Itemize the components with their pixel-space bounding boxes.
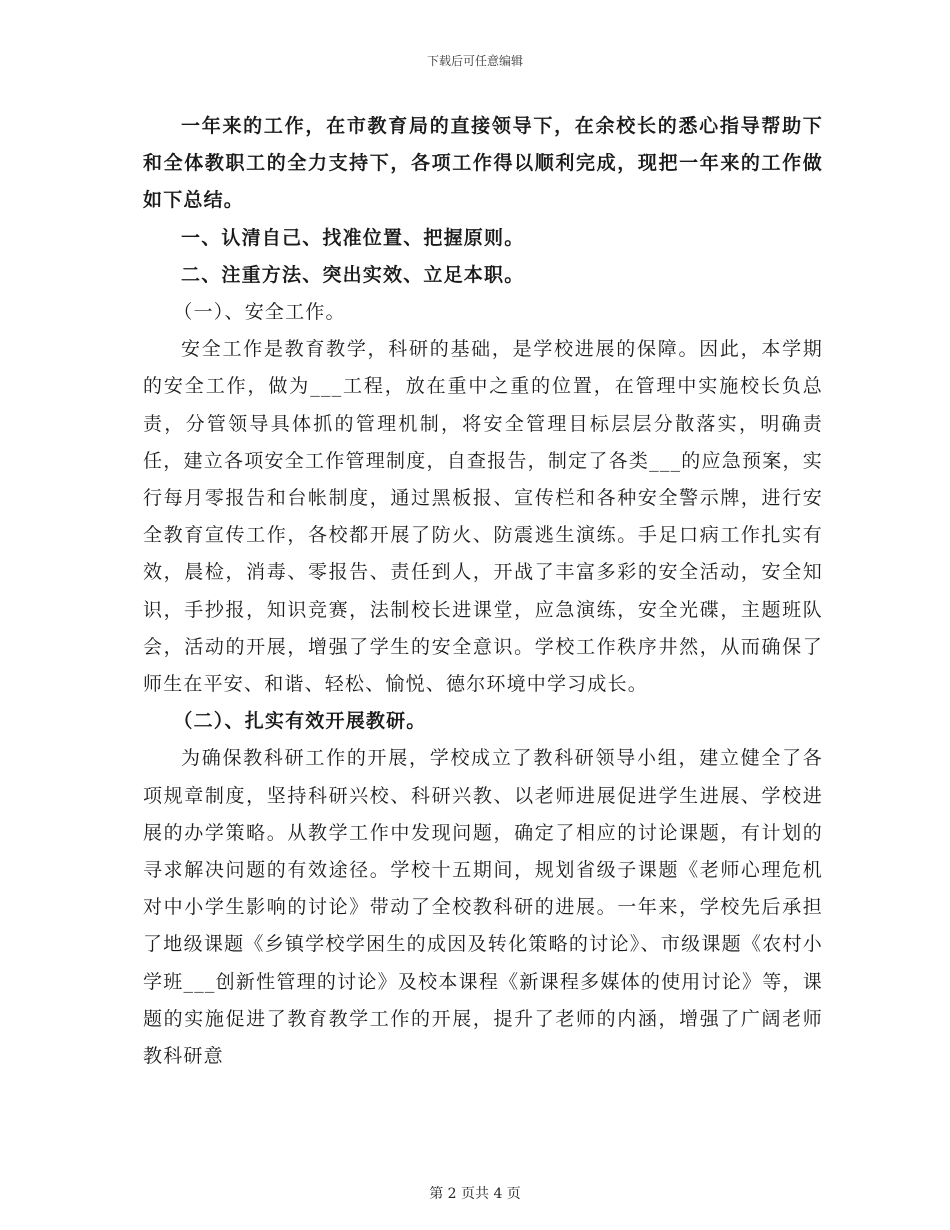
subsection-title-safety: （一）、安全工作。 [173,301,346,324]
subsection-title-research: （二）、扎实有效开展教研。 [173,710,427,733]
document-body [143,108,823,1075]
page-footer: 第 2 页共 4 页 [429,1186,521,1202]
intro-paragraph: 一年来的工作，在市教育局的直接领导下，在余校长的悉心指导帮助下和全体教职工的全力支持下，各项工作得以顺利完成，现把一年来的工作做如下总结。 [143,115,823,212]
section-heading-1: 一、认清自己、找准位置、把握原则。 [181,226,525,249]
research-paragraph: 为确保教科研工作的开展，学校成立了教科研领导小组，建立健全了各项规章制度，坚持科研兴校、科研兴教、以老师进展促进学生进展、学校进展的办学策略。从教学工作中发现问题，确定了相应的讨论课题，有计划的寻求解决问题的有效途径。学校十五期间，规划省级子课题《老师心理危机对中小学生影响的讨论》带动了全校教科研的进展。一年来，学校先后承担了地级课题《乡镇学校学困生的成因及转化策略的讨论》、市级课题《农村小学班___创新性管理的讨论》及校本课程《新课程多媒体的使用讨论》等，课题的实施促进了教育教学工作的开展，提升了老师的内涵，增强了广阔老师教科研意 [143,747,823,1068]
section-heading-2: 二、注重方法、突出实效、立足本职。 [181,263,525,286]
page-header: 下载后可任意编辑 [426,54,523,68]
safety-paragraph: 安全工作是教育教学，科研的基础，是学校进展的保障。因此，本学期的安全工作，做为___工程，放在重中之重的位置，在管理中实施校长负总责，分管领导具体抓的管理机制，将安全管理目标层层分散落实，明确责任，建立各项安全工作管理制度，自查报告，制定了各类___的应急预案，实行每月零报告和台帐制度，通过黑板报、宣传栏和各种安全警示牌，进行安全教育宣传工作，各校都开展了防火、防震逃生演练。手足口病工作扎实有效，晨检，消毒、零报告、责任到人，开战了丰富多彩的安全活动，安全知识，手抄报，知识竞赛，法制校长进课堂，应急演练，安全光碟，主题班队会，活动的开展，增强了学生的安全意识。学校工作秩序井然，从而确保了师生在平安、和谐、轻松、愉悦、德尔环境中学习成长。 [143,338,823,696]
